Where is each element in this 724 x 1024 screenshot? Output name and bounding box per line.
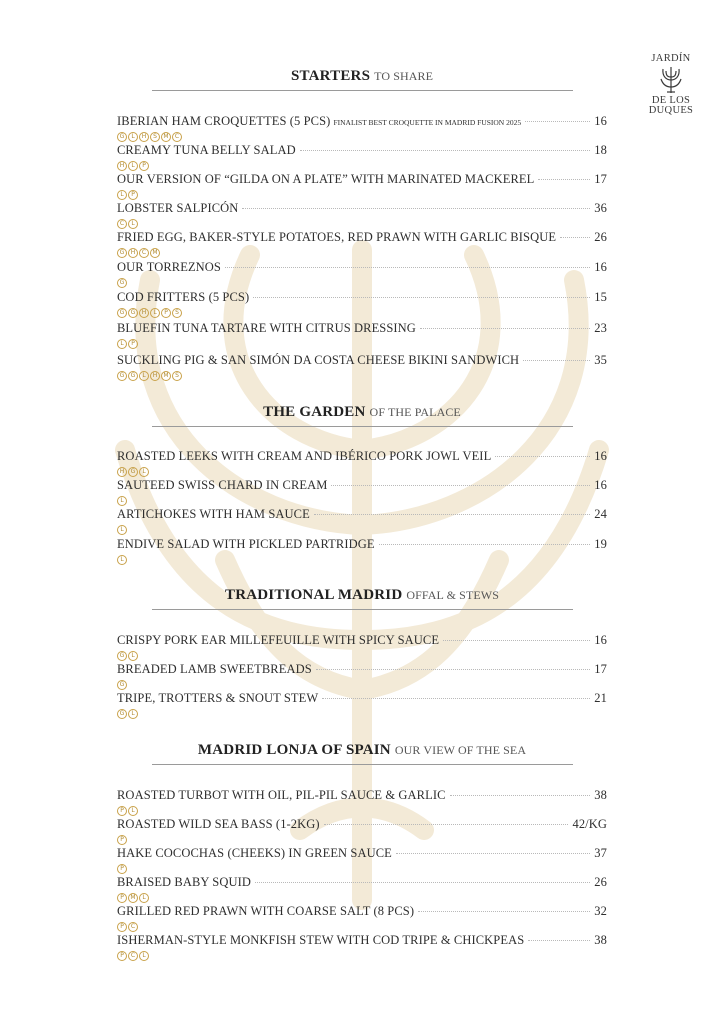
dotted-leader [324,824,569,825]
menu-item [117,933,607,962]
section-subtitle: OF THE PALACE [369,405,461,419]
menu-item [117,904,607,933]
menu-item-price: 16 [594,478,607,492]
menu-item-name: CREAMY TUNA BELLY SALAD [117,143,296,157]
allergen-icon: M [150,248,160,258]
menu-item-line [117,201,607,218]
allergen-icon: P [117,806,127,816]
menu-item-name: ARTICHOKES WITH HAM SAUCE [117,507,310,521]
menu-item [117,817,607,846]
menu-item-price: 42/KG [572,817,607,831]
menu-item-price: 19 [594,537,607,551]
allergen-icon: L [139,893,149,903]
section-divider [152,426,573,427]
allergen-icons [117,248,607,259]
allergen-icon: L [128,161,138,171]
menu-item-price: 16 [594,633,607,647]
allergen-icons [117,467,607,478]
menu-item-line [117,114,607,131]
menu-item-line [117,817,607,834]
menu-item [117,478,607,507]
menu-item-price: 17 [594,662,607,676]
allergen-icons [117,893,607,904]
menu-item-line [117,260,607,277]
dotted-leader [225,267,590,268]
allergen-icons [117,278,607,289]
menu-item-line [117,691,607,708]
dotted-leader [322,698,590,699]
menu-item-name: ROASTED TURBOT WITH OIL, PIL-PIL SAUCE & GARLIC [117,788,446,802]
section-title-main: TRADITIONAL MADRID [224,587,403,603]
menu-item-name: OUR VERSION OF “GILDA ON A PLATE” WITH MARINATED MACKEREL [117,172,535,186]
menu-item-name: ROASTED LEEKS WITH CREAM AND IBÉRICO PORK JOWL VEIL [117,449,492,463]
allergen-icon: C [139,248,149,258]
allergen-icon: G [117,278,127,288]
allergen-icon: L [128,132,138,142]
allergen-icon: L [150,308,160,318]
section-divider [152,609,573,610]
section-title-main: STARTERS [290,68,371,84]
allergen-icons [117,219,607,230]
menu-item-line [117,478,607,495]
menu-item-name: BREADED LAMB SWEETBREADS [117,662,312,676]
menu-item-name: LOBSTER SALPICÓN [117,201,239,215]
allergen-icons [117,339,607,350]
allergen-icon: P [161,308,171,318]
allergen-icon: G [117,371,127,381]
menu-item-line [117,662,607,679]
allergen-icon: L [128,219,138,229]
dotted-leader [242,208,590,209]
allergen-icons [117,806,607,817]
menu-item [117,537,607,566]
allergen-icon: L [139,951,149,961]
section-header-starters [117,66,607,91]
section-title-main: THE GARDEN [263,404,366,420]
menu-item [117,449,607,478]
menu-item-price: 16 [594,260,607,274]
menu-item-name: ROASTED WILD SEA BASS (1-2KG) [117,817,320,831]
dotted-leader [560,237,590,238]
dotted-leader [538,179,590,180]
menu-item-name: COD FRITTERS (5 PCS) [117,290,250,304]
allergen-icon: G [117,680,127,690]
allergen-icon: C [172,132,182,142]
menu-item [117,788,607,817]
menu-item [117,353,607,382]
allergen-icons [117,864,607,875]
menu-item-line [117,321,607,338]
allergen-icon: G [117,248,127,258]
section-subtitle: OUR VIEW OF THE SEA [394,743,527,757]
menu-item [117,691,607,720]
allergen-icon: L [139,371,149,381]
allergen-icon: G [128,308,138,318]
menu-item-name: GRILLED RED PRAWN WITH COARSE SALT (8 PCS) [117,904,415,918]
menu-item-name: BRAISED BABY SQUID [117,875,251,889]
allergen-icon: G [117,308,127,318]
dotted-leader [418,911,590,912]
section-title [117,402,607,422]
allergen-icon: S [172,308,182,318]
allergen-icon: S [150,132,160,142]
menu-item-price: 15 [594,290,607,304]
menu-item-price: 23 [594,321,607,335]
menu-item-line [117,230,607,247]
allergen-icon: L [128,806,138,816]
allergen-icon: C [117,219,127,229]
menu-item-price: 17 [594,172,607,186]
section-title [117,585,607,605]
allergen-icon: C [128,922,138,932]
section-header-garden [117,402,607,427]
menu-item-name: BLUEFIN TUNA TARTARE WITH CITRUS DRESSING [117,321,416,335]
menu-item [117,290,607,319]
allergen-icon: L [139,467,149,477]
brand-logo [640,54,702,116]
allergen-icon: G [117,132,127,142]
menu-item-price: 32 [594,904,607,918]
section-subtitle: OFFAL & STEWS [406,588,500,602]
dotted-leader [255,882,590,883]
allergen-icons [117,190,607,201]
allergen-icon: H [139,308,149,318]
menu-item-line [117,904,607,921]
menu-item [117,662,607,691]
menu-item-line [117,537,607,554]
allergen-icon: G [128,467,138,477]
dotted-leader [396,853,590,854]
menu-item-line [117,788,607,805]
allergen-icon: P [128,190,138,200]
menu-item-name: OUR TORREZNOS [117,260,221,274]
allergen-icon: C [128,951,138,961]
menu-item-price: 24 [594,507,607,521]
menu-item-price: 38 [594,933,607,947]
dotted-leader [300,150,591,151]
allergen-icon: L [117,555,127,565]
dotted-leader [443,640,590,641]
allergen-icon: H [150,371,160,381]
menu-item-line [117,353,607,370]
allergen-icon: M [161,371,171,381]
allergen-icons [117,651,607,662]
dotted-leader [253,297,590,298]
menu-item-name: IBERIAN HAM CROQUETTES (5 PCS) [117,114,331,128]
allergen-icon: P [128,339,138,349]
menu-item [117,846,607,875]
dotted-leader [528,940,590,941]
allergen-icon: P [117,951,127,961]
menu-item [117,507,607,536]
allergen-icons [117,835,607,846]
allergen-icons [117,132,607,143]
section-title [117,66,607,86]
allergen-icon: P [117,922,127,932]
menu-item-price: 26 [594,875,607,889]
dotted-leader [316,669,591,670]
allergen-icons [117,951,607,962]
allergen-icons [117,709,607,720]
allergen-icon: H [117,161,127,171]
menu-item [117,321,607,350]
menu-item [117,875,607,904]
allergen-icons [117,555,607,566]
menu-item [117,172,607,201]
menu-item-line [117,633,607,650]
allergen-icon: L [128,709,138,719]
allergen-icon: P [117,835,127,845]
menu-item-price: 16 [594,449,607,463]
menu-item-line [117,846,607,863]
menu-item-name: ISHERMAN-STYLE MONKFISH STEW WITH COD TRIPE & CHICKPEAS [117,933,525,947]
menu-item-line [117,933,607,950]
menu-item-line [117,143,607,160]
menu-item [117,633,607,662]
menu-item-line [117,290,607,307]
dotted-leader [314,514,590,515]
trident-icon [659,65,683,95]
menu-item [117,260,607,289]
menu-item-price: 36 [594,201,607,215]
menu-item-line [117,507,607,524]
brand-name-line3: DUQUES [648,105,694,116]
menu-item-name: FRIED EGG, BAKER-STYLE POTATOES, RED PRAWN WITH GARLIC BISQUE [117,230,557,244]
allergen-icon: S [172,371,182,381]
menu-item-line [117,875,607,892]
allergen-icons [117,922,607,933]
menu-item-name: ENDIVE SALAD WITH PICKLED PARTRIDGE [117,537,375,551]
menu-item-line [117,172,607,189]
section-divider [152,90,573,91]
allergen-icon: L [117,525,127,535]
section-divider [152,764,573,765]
allergen-icon: M [128,893,138,903]
dotted-leader [495,456,590,457]
menu-item [117,230,607,259]
menu-item-note: FINALIST BEST CROQUETTE IN MADRID FUSION 2025 [333,118,522,127]
dotted-leader [379,544,591,545]
allergen-icon: H [128,248,138,258]
allergen-icons [117,525,607,536]
dotted-leader [450,795,591,796]
allergen-icons [117,496,607,507]
dotted-leader [331,485,590,486]
menu-item-price: 37 [594,846,607,860]
allergen-icons [117,308,607,319]
allergen-icon: G [117,709,127,719]
menu-item-name: HAKE COCOCHAS (CHEEKS) IN GREEN SAUCE [117,846,392,860]
menu-item-price: 38 [594,788,607,802]
allergen-icons [117,680,607,691]
allergen-icon: H [139,132,149,142]
menu-item-price: 21 [594,691,607,705]
menu-item-line [117,449,607,466]
allergen-icon: P [117,893,127,903]
dotted-leader [523,360,590,361]
allergen-icon: G [117,651,127,661]
allergen-icon: L [117,339,127,349]
allergen-icon: G [128,371,138,381]
menu-item [117,143,607,172]
allergen-icon: H [117,467,127,477]
menu-item-name: SUCKLING PIG & SAN SIMÓN DA COSTA CHEESE BIKINI SANDWICH [117,353,520,367]
allergen-icon: P [117,864,127,874]
allergen-icon: L [117,190,127,200]
section-subtitle: TO SHARE [374,69,434,83]
menu-item-name: TRIPE, TROTTERS & SNOUT STEW [117,691,319,705]
brand-name-line1: JARDÍN [651,53,691,64]
brand-name-line2: DE LOS [651,95,691,106]
allergen-icon: L [128,651,138,661]
dotted-leader [420,328,590,329]
section-title [117,740,607,760]
allergen-icons [117,161,607,172]
allergen-icon: P [139,161,149,171]
section-title-main: MADRID LONJA OF SPAIN [197,742,391,758]
section-header-traditional-madrid [117,585,607,610]
section-header-lonja [117,740,607,765]
menu-item-price: 26 [594,230,607,244]
allergen-icon: L [117,496,127,506]
menu-item-price: 35 [594,353,607,367]
menu-item-price: 16 [594,114,607,128]
menu-item-price: 18 [594,143,607,157]
menu-item [117,114,607,143]
menu-item-name: CRISPY PORK EAR MILLEFEUILLE WITH SPICY SAUCE [117,633,440,647]
allergen-icon: M [161,132,171,142]
menu-item-name: SAUTEED SWISS CHARD IN CREAM [117,478,328,492]
menu-item [117,201,607,230]
dotted-leader [525,121,590,122]
allergen-icons [117,371,607,382]
